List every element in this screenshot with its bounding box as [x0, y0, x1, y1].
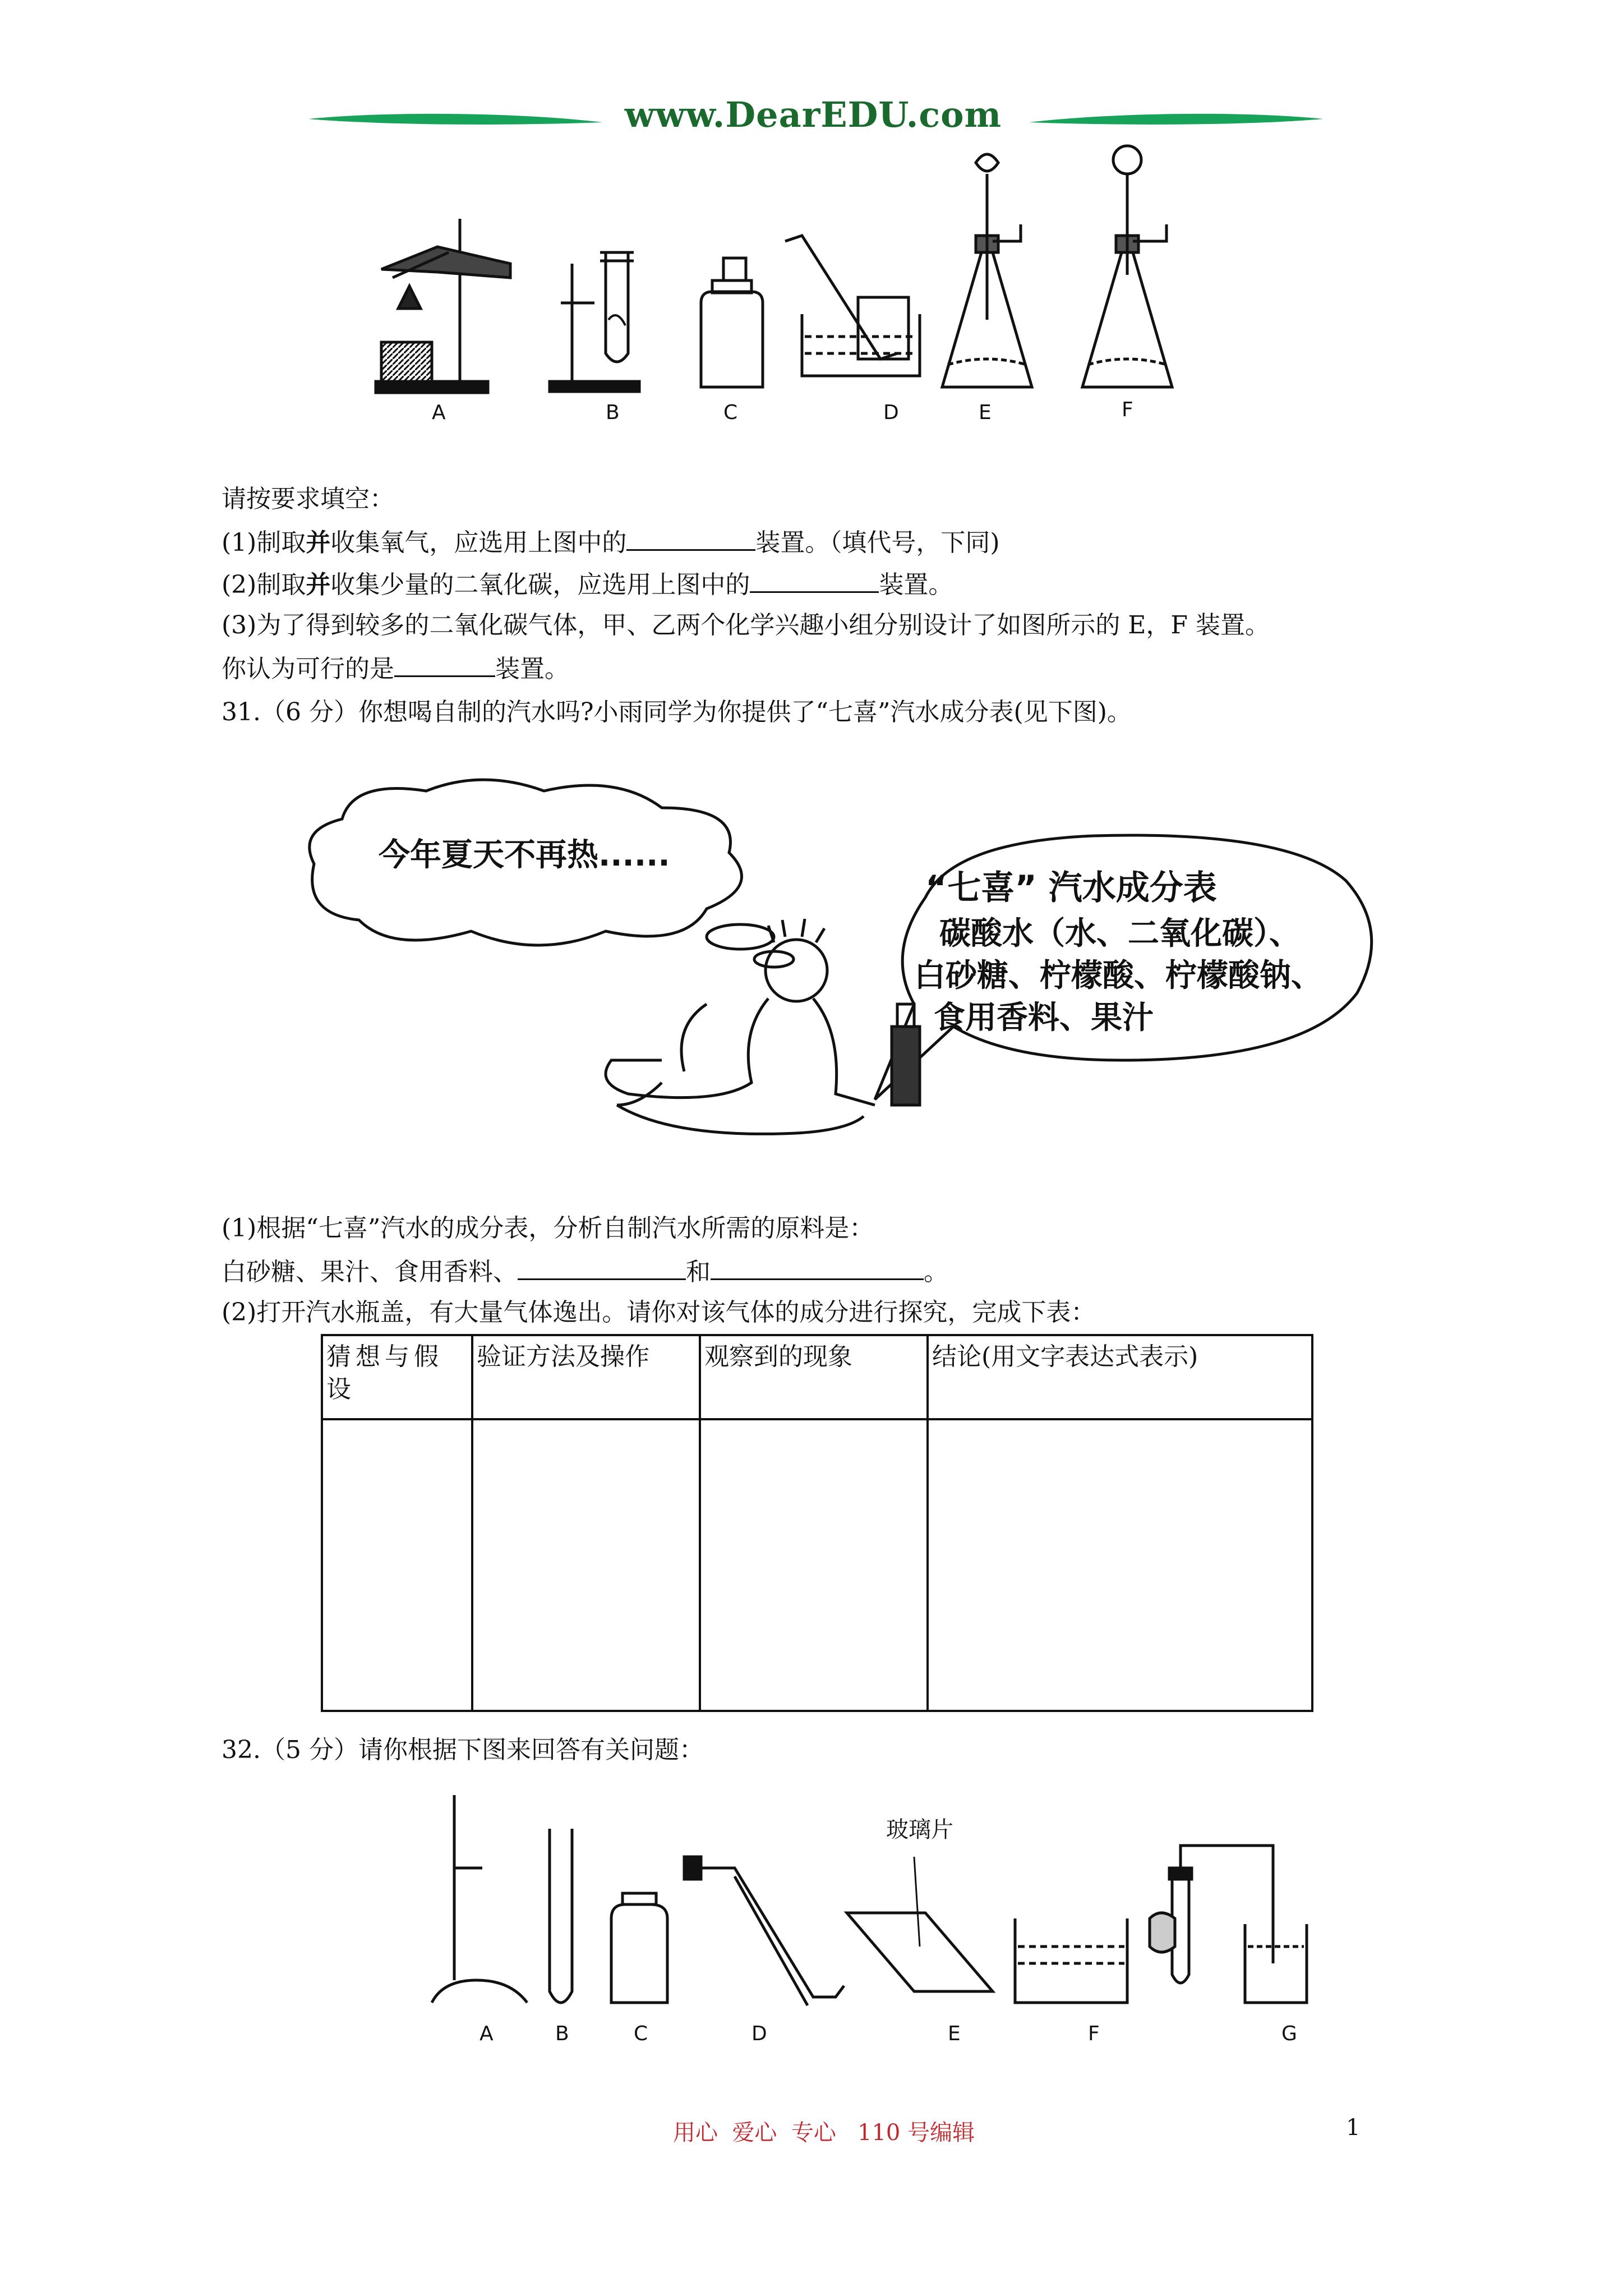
header-swoosh-right-icon [1026, 95, 1329, 146]
bubble-title: “七喜” 汽水成分表 [925, 868, 1217, 908]
site-logo: www.DearEDU.com [624, 94, 1002, 135]
q31-p1-blank-2[interactable] [711, 1254, 924, 1280]
q31-part2: (2)打开汽水瓶盖，有大量气体逸出。请你对该气体的成分进行探究，完成下表： [222, 1298, 1096, 1327]
inquiry-table [321, 1334, 1313, 1712]
table-cell-method[interactable] [472, 1419, 700, 1711]
table-header-row [322, 1335, 1312, 1419]
table-header-observation: 观察到的现象 [700, 1335, 928, 1419]
apparatus-d-icon [785, 236, 920, 376]
q30-part2 [222, 567, 953, 602]
q30-p2-prefix: (2)制取 [222, 570, 306, 599]
q31-p1-blank-1[interactable] [518, 1254, 686, 1280]
q31-p1-suffix: 。 [924, 1258, 948, 1286]
q31-part1-line2 [222, 1254, 948, 1289]
q30-p3-suffix: 装置。 [495, 655, 569, 683]
table-header-hypothesis: 猜想与假设 [322, 1335, 472, 1419]
table-cell-conclusion[interactable] [928, 1419, 1312, 1711]
bubble-line-3: 食用香料、果汁 [934, 1000, 1154, 1036]
apparatus-drawing [359, 140, 1267, 432]
fig2-label-g: G [1281, 2022, 1297, 2045]
q31-title: 31.（6 分）你想喝自制的汽水吗?小雨同学为你提供了“七喜”汽水成分表(见下图)。 [222, 698, 1132, 726]
q30-part3-line1: (3)为了得到较多的二氧化碳气体，甲、乙两个化学兴趣小组分别设计了如图所示的 E，F 装置。 [222, 611, 1270, 639]
bubble-line-1: 碳酸水（水、二氧化碳）、 [939, 915, 1301, 952]
water-trough-icon [1015, 1918, 1127, 2003]
apparatus-f-icon [1082, 146, 1172, 387]
airtightness-check-icon [1150, 1846, 1307, 2003]
fig2-label-c: C [634, 2022, 648, 2045]
apparatus-c-icon [701, 258, 763, 387]
fig1-label-f: F [1122, 398, 1133, 421]
delivery-tube-icon [684, 1857, 844, 2005]
fig2-label-e: E [948, 2022, 961, 2045]
fig1-label-d: D [883, 401, 899, 424]
header-swoosh-left-icon [303, 95, 606, 146]
figure-soda-cartoon [280, 769, 1391, 1161]
soda-bottle-icon [892, 1004, 920, 1105]
footer-text: 用心 爱心 专心 110 号编辑 [673, 2120, 975, 2146]
fig2-label-f: F [1088, 2022, 1100, 2045]
table-cell-hypothesis[interactable] [322, 1419, 472, 1711]
fig2-label-b: B [555, 2022, 569, 2045]
fig1-label-a: A [432, 401, 446, 424]
bubble-line-2: 白砂糖、柠檬酸、柠檬酸钠、 [914, 958, 1322, 994]
table-row [322, 1419, 1312, 1711]
q30-p1-prefix: (1)制取 [222, 528, 306, 557]
q30-p1-bold: 并 [306, 528, 331, 557]
iron-stand-icon [432, 1795, 527, 2003]
fig2-label-a: A [479, 2022, 494, 2045]
q30-p3-blank[interactable] [394, 651, 495, 677]
q30-p2-mid: 收集少量的二氧化碳，应选用上图中的 [330, 570, 750, 599]
fig1-label-e: E [979, 401, 992, 424]
q31-p1-mid: 和 [686, 1258, 711, 1286]
q30-p2-bold: 并 [306, 570, 331, 599]
q30-intro: 请按要求填空： [222, 485, 394, 513]
q31-p1-prefix: 白砂糖、果汁、食用香料、 [222, 1258, 518, 1286]
reclining-person-icon [606, 919, 875, 1134]
q30-part1 [222, 524, 1000, 560]
apparatus-a-icon [376, 219, 510, 393]
fig2-label-d: D [751, 2022, 767, 2045]
glass-plate-icon [847, 1857, 993, 1991]
glass-plate-label: 玻璃片 [886, 1817, 953, 1843]
q30-p3-prefix: 你认为可行的是 [222, 655, 394, 683]
gas-jar-icon [611, 1893, 667, 2003]
table-cell-observation[interactable] [700, 1419, 928, 1711]
apparatus-b-icon [550, 252, 639, 392]
thought-text: 今年夏天不再热...... [379, 837, 670, 873]
test-tube-icon [550, 1829, 572, 2003]
q30-p2-blank[interactable] [750, 567, 879, 593]
figure-apparatus-a-g [421, 1778, 1346, 2070]
table-header-conclusion: 结论(用文字表达式表示) [928, 1335, 1312, 1419]
q30-part3-line2 [222, 651, 569, 686]
fig1-label-b: B [606, 401, 620, 424]
fig1-label-c: C [723, 401, 738, 424]
q30-p1-suffix: 装置。（填代号，下同) [755, 528, 1000, 557]
table-header-method: 验证方法及操作 [472, 1335, 700, 1419]
figure-apparatus-a-f [359, 140, 1267, 432]
q30-p1-blank[interactable] [626, 524, 755, 551]
apparatus-e-icon [942, 154, 1032, 387]
q32-title: 32.（5 分）请你根据下图来回答有关问题： [222, 1736, 704, 1764]
page-number: 1 [1346, 2115, 1361, 2141]
q31-part1-line1: (1)根据“七喜”汽水的成分表，分析自制汽水所需的原料是： [222, 1214, 874, 1243]
q30-p2-suffix: 装置。 [879, 570, 953, 599]
q30-p1-mid: 收集氧气，应选用上图中的 [330, 528, 627, 557]
